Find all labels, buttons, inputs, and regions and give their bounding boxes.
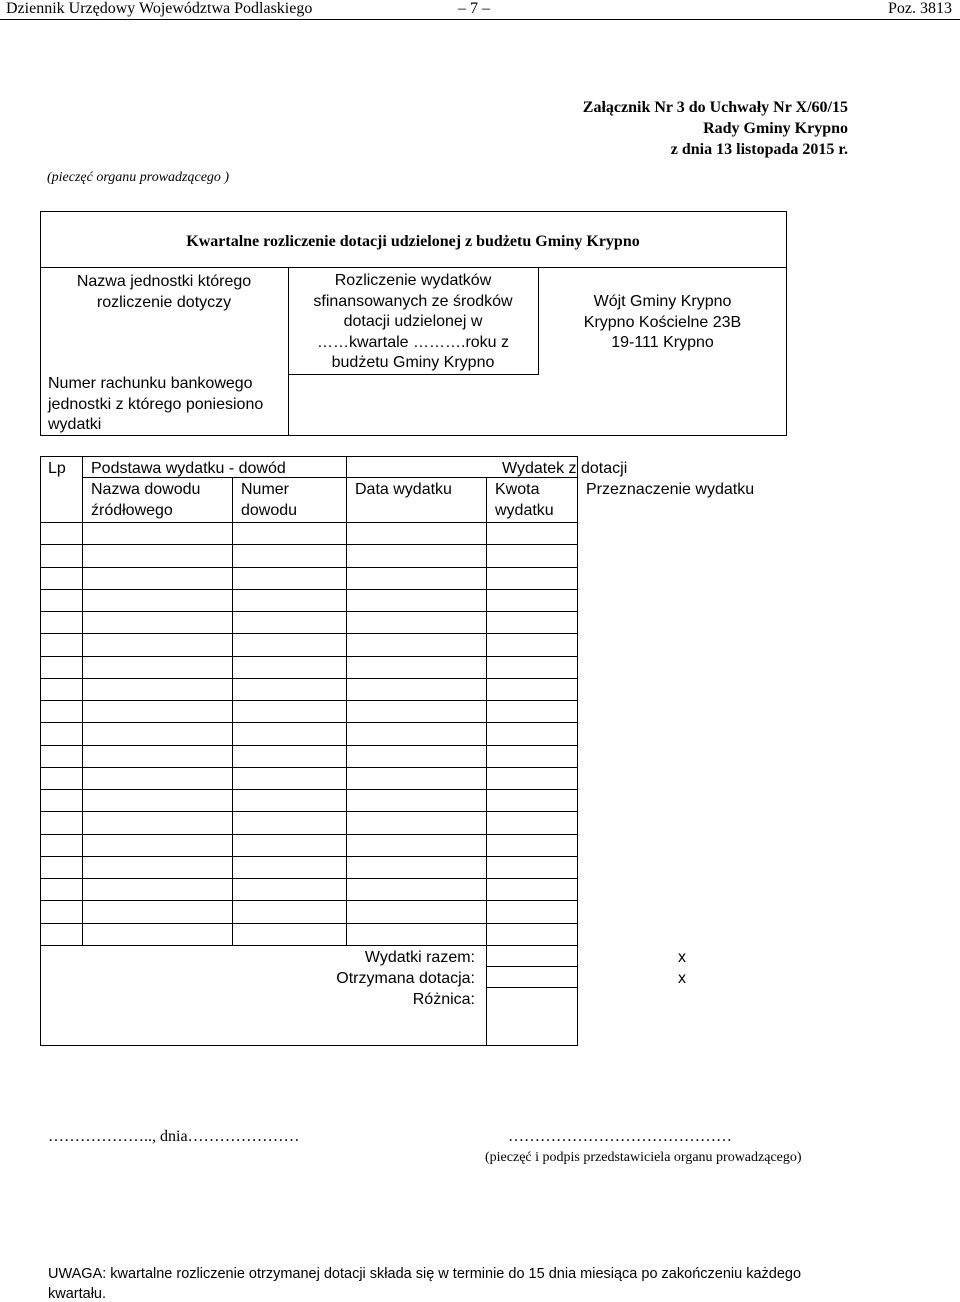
table-gridline [232,522,233,945]
attachment-line-1: Załącznik Nr 3 do Uchwały Nr X/60/15 [582,99,848,116]
column-doc-number: Numer dowodu [241,481,298,519]
table-row [40,745,578,746]
place-date-field: ……………….., dnia………………… [48,1128,300,1145]
signature-label: (pieczęć i podpis przedstawiciela organu prowadzącego) [485,1150,802,1165]
table-row [40,678,578,679]
table-border-bottom [40,1045,578,1046]
table-row [40,567,578,568]
received-mark: x [678,970,686,987]
table-gridline [40,945,41,1045]
signature-line: …………………………………… [508,1128,732,1145]
table-row [40,945,578,946]
page-number: – 7 – [458,0,490,17]
table-gridline [486,477,487,1045]
account-number-label: Numer rachunku bankowego jednostki z którego poniesiono wydatki [48,375,264,433]
table-row [40,544,578,545]
received-label: Otrzymana dotacja: [336,970,475,987]
position-number: Poz. 3813 [888,0,952,17]
attachment-line-2: Rady Gminy Krypno [703,120,848,137]
total-label: Wydatki razem: [364,949,475,966]
table-row [40,656,578,657]
table-row [40,789,578,790]
column-expense: Wydatek z dotacji [502,460,628,477]
column-purpose: Przeznaczenie wydatku [586,481,755,498]
table-row [40,923,578,924]
settlement-description: Rozliczenie wydatków sfinansowanych ze środków dotacji udzielonej w ……kwartale ……….roku z budżetu Gminy Krypno [313,272,513,371]
column-date: Data wydatku [355,481,452,498]
unit-name-label: Nazwa jednostki którego rozliczenie dotyczy [76,273,252,311]
stamp-label: (pieczęć organu prowadzącego ) [47,170,230,185]
header-divider [0,19,960,20]
table-row [40,900,578,901]
table-gridline [232,477,233,522]
table-row [40,811,578,812]
column-amount: Kwota wydatku [495,481,554,519]
attachment-line-3: z dnia 13 listopada 2015 r. [670,141,848,158]
table-gridline [486,987,577,988]
table-row [40,834,578,835]
journal-title: Dziennik Urzędowy Województwa Podlaskiego [6,0,313,17]
table-row [40,700,578,701]
table-row [40,878,578,879]
note: UWAGA: kwartalne rozliczenie otrzymanej dotacji składa się w terminie do 15 dnia miesiąca po zakończeniu każdego kwartału. [48,1266,802,1302]
table-border-top [40,456,578,457]
table-row [40,633,578,634]
table-row [40,722,578,723]
form-title: Kwartalne rozliczenie dotacji udzielonej z budżetu Gminy Krypno [186,233,640,250]
table-row [40,611,578,612]
recipient-address: Wójt Gminy Krypno Krypno Kościelne 23B 19-111 Krypno [583,293,742,351]
table-row [40,589,578,590]
table-row [40,767,578,768]
table-row [40,856,578,857]
column-basis: Podstawa wydatku - dowód [91,460,286,477]
difference-label: Różnica: [412,991,475,1008]
table-gridline [486,966,577,967]
table-gridline [40,522,578,523]
column-doc-name: Nazwa dowodu źródłowego [91,481,201,519]
total-mark: x [678,949,686,966]
column-lp: Lp [48,460,66,477]
